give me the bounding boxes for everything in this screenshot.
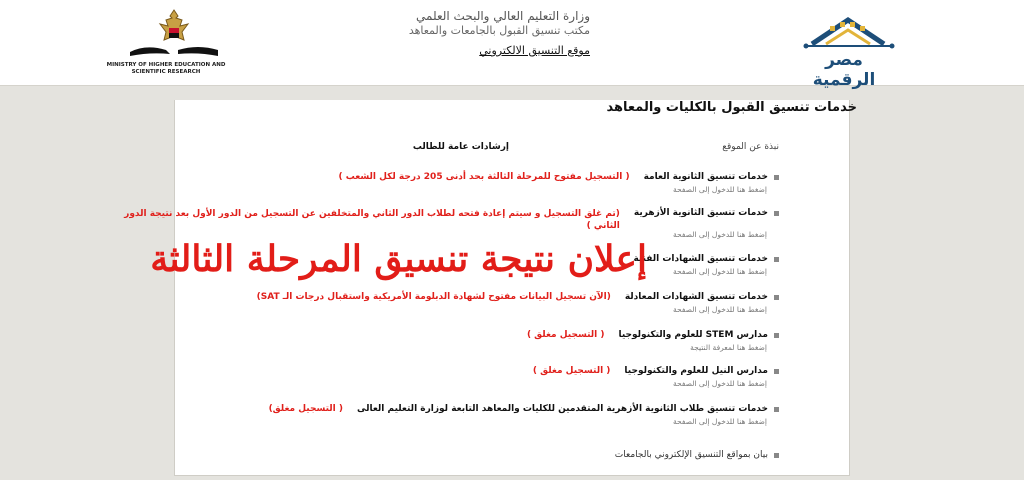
announcement-banner[interactable]: إعلان نتيجة تنسيق المرحلة الثالثة (150, 238, 647, 280)
bullet-icon (774, 211, 779, 216)
service-item-stem (527, 330, 779, 352)
bullet-icon (774, 369, 779, 374)
brand-text: مصر الرقمية (812, 50, 876, 90)
service-name[interactable]: خدمات تنسيق الشهادات الفنية (633, 254, 768, 264)
service-name[interactable]: خدمات تنسيق الثانوية العامة (643, 172, 768, 182)
office-name: مكتب تنسيق القبول بالجامعات والمعاهد (408, 24, 590, 37)
service-name[interactable]: مدارس STEM للعلوم والتكنولوجيا (618, 330, 768, 340)
service-item-thanawya (339, 172, 779, 194)
service-enter-link[interactable]: إضغط هنا للدخول إلى الصفحة (672, 305, 767, 314)
service-item-equivalent (257, 292, 779, 314)
service-status: ( التسجيل مفتوح للمرحلة الثالثة بحد أدنى 205 درجة لكل الشعب ) (338, 172, 630, 182)
bullet-icon (774, 175, 779, 180)
ministry-name: وزارة التعليم العالي والبحث العلمي (416, 9, 590, 23)
bullet-icon (774, 333, 779, 338)
about-site-link[interactable]: نبذة عن الموقع (722, 142, 779, 152)
service-result-link[interactable]: إضغط هنا لمعرفة النتيجة (690, 343, 767, 352)
bullet-icon (774, 257, 779, 262)
service-item-technical (633, 254, 779, 276)
service-name[interactable]: خدمات تنسيق الثانوية الأزهرية (633, 208, 768, 218)
service-enter-link[interactable]: إضغط هنا للدخول إلى الصفحة (672, 230, 767, 239)
bullet-icon (774, 407, 779, 412)
site-header (0, 0, 1024, 90)
service-status: (الآن تسجيل البيانات مفتوح لشهادة الدبلومة الأمريكية واستقبال درجات الـ SAT) (256, 292, 611, 302)
service-enter-link[interactable]: إضغط هنا للدخول إلى الصفحة (672, 267, 767, 276)
service-status: ( التسجيل مغلق) (268, 404, 343, 414)
service-enter-link[interactable]: إضغط هنا للدخول إلى الصفحة (672, 379, 767, 388)
egypt-eagle-emblem-icon (126, 6, 222, 58)
service-name[interactable]: خدمات تنسيق طلاب الثانوية الأزهرية المتقدمين للكليات والمعاهد التابعة لوزارة التعليم العالى (356, 404, 768, 414)
service-status: ( التسجيل مغلق ) (526, 330, 605, 340)
service-enter-link[interactable]: إضغط هنا للدخول إلى الصفحة (672, 185, 767, 194)
service-status: ( التسجيل مغلق ) (532, 366, 611, 376)
bullet-icon (774, 453, 779, 458)
e-coordination-link[interactable]: موقع التنسيق الالكتروني (479, 44, 590, 57)
main-content-panel (124, 100, 857, 476)
service-item-azhar (120, 208, 779, 239)
ministry-block (380, 8, 590, 60)
bullet-icon (774, 295, 779, 300)
service-item-nile (533, 366, 779, 388)
service-name[interactable]: مدارس النيل للعلوم والتكنولوجيا (624, 366, 768, 376)
service-name[interactable]: بيان بمواقع التنسيق الإلكتروني بالجامعات (614, 450, 768, 460)
student-guide-link[interactable]: إرشادات عامة للطالب (412, 142, 509, 152)
service-name[interactable]: خدمات تنسيق الشهادات المعادلة (624, 292, 768, 302)
service-item-university-sites (615, 450, 779, 460)
service-item-azhar-higher-ed (269, 404, 779, 426)
service-enter-link[interactable]: إضغط هنا للدخول إلى الصفحة (672, 417, 767, 426)
service-status: (تم غلق التسجيل و سيتم إعادة فتحه لطلاب الدور الثاني والمتخلفين عن التسجيل من الدور الأول بعد نتيجة الدور الثاني ) (124, 209, 620, 231)
ministry-english-name: MINISTRY OF HIGHER EDUCATION AND SCIENTIFIC RESEARCH (106, 62, 226, 75)
page-title: خدمات تنسيق القبول بالكليات والمعاهد (606, 100, 857, 115)
